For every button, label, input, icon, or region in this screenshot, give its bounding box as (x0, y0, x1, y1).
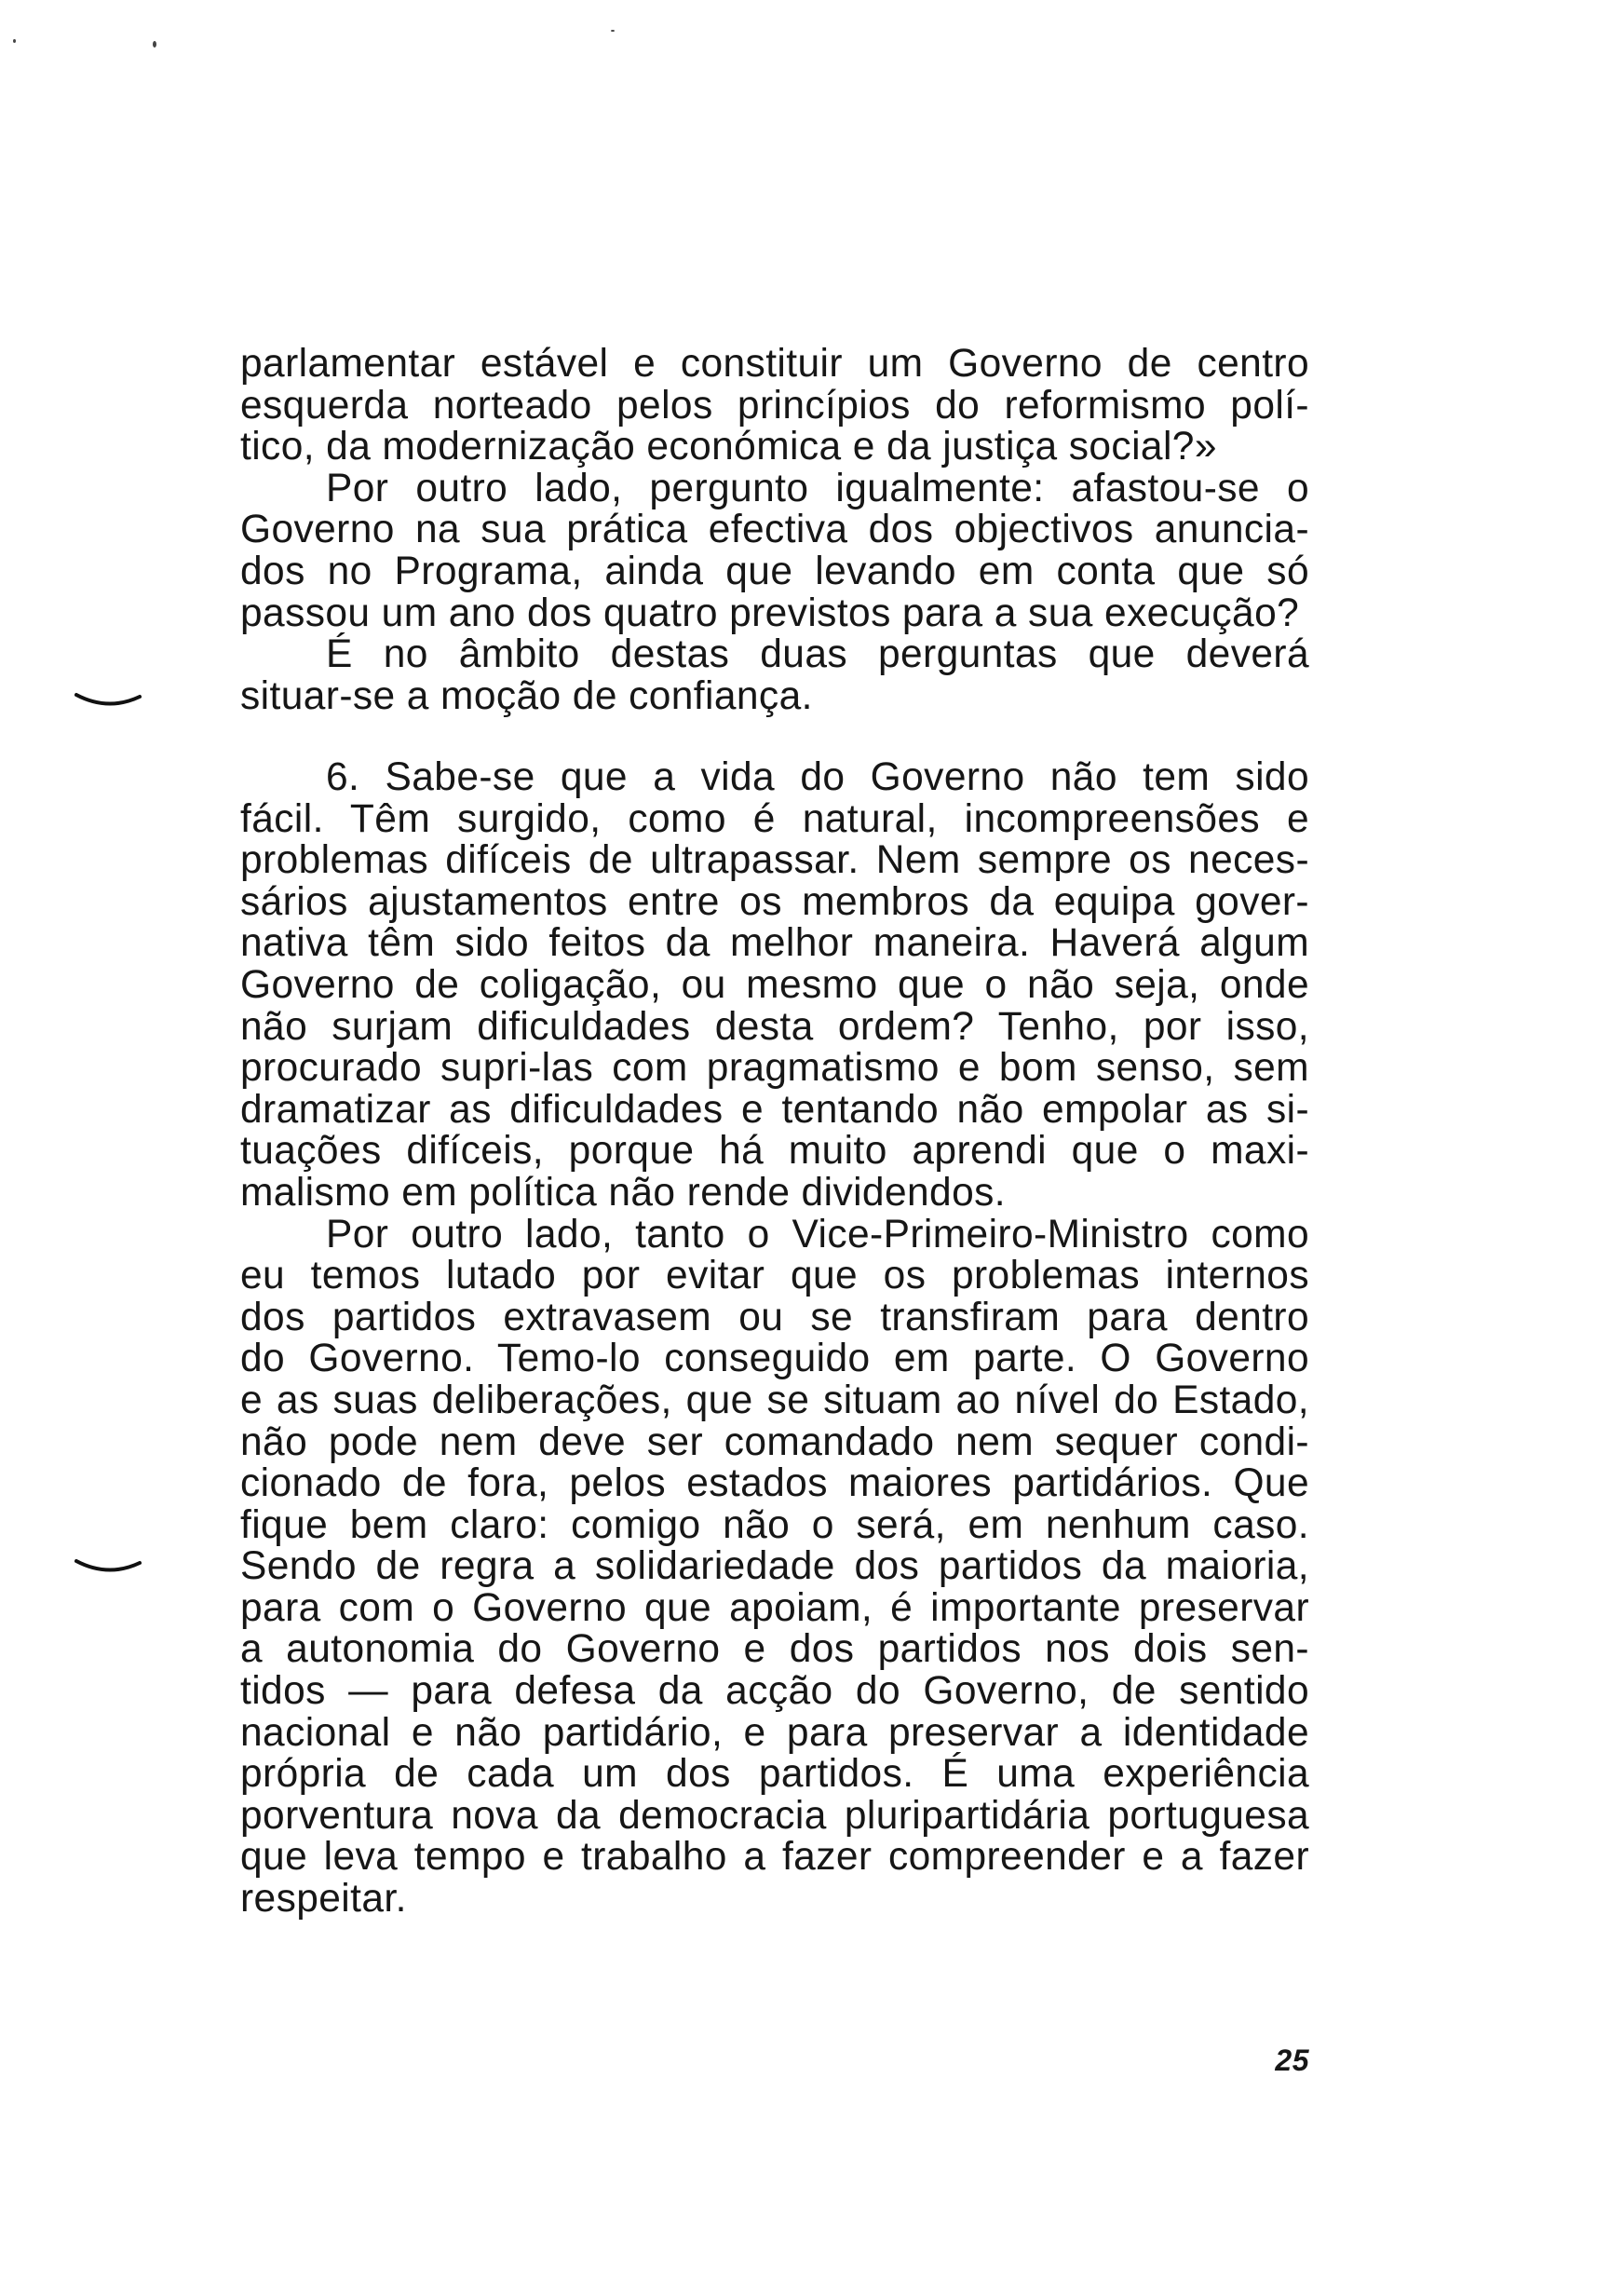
text-line: procurado supri-las com pragmatismo e bom senso, sem (240, 1046, 1309, 1091)
text-line: não surjam dificuldades desta ordem? Tenho, por isso, (240, 1004, 1309, 1049)
text-line: tico, da modernização económica e da justiça social?» (240, 425, 1217, 469)
text-line: a autonomia do Governo e dos partidos nos dois sen- (240, 1627, 1309, 1672)
text-line: malismo em política não rende dividendos. (240, 1170, 1006, 1215)
text-line: passou um ano dos quatro previstos para a sua execução? (240, 591, 1300, 635)
text-line: 6. Sabe-se que a vida do Governo não tem sido (326, 755, 1309, 799)
text-line: não pode nem deve ser comandado nem sequer condi- (240, 1419, 1309, 1464)
text-line: dos partidos extravasem ou se transfiram para dentro (240, 1295, 1309, 1339)
scan-speck (611, 30, 615, 32)
text-line: sários ajustamentos entre os membros da equipa gover- (240, 879, 1309, 924)
text-line: Por outro lado, pergunto igualmente: afastou-se o (326, 466, 1309, 510)
text-line: tidos — para defesa da acção do Governo, de sentido (240, 1669, 1309, 1714)
text-line: Sendo de regra a solidariedade dos partidos da maioria, (240, 1544, 1309, 1589)
text-line: do Governo. Temo-lo conseguido em parte. O Governo (240, 1337, 1309, 1381)
margin-mark-icon (74, 1557, 142, 1576)
text-line: que leva tempo e trabalho a fazer compreender e a fazer (240, 1835, 1309, 1880)
scan-speck (153, 41, 156, 48)
text-line: Governo de coligação, ou mesmo que o não seja, onde (240, 962, 1309, 1007)
text-line: nacional e não partidário, e para preservar a identidade (240, 1710, 1309, 1755)
text-line: parlamentar estável e constituir um Governo de centro (240, 342, 1309, 386)
text-line: cionado de fora, pelos estados maiores partidários. Que (240, 1461, 1309, 1506)
text-line: Governo na sua prática efectiva dos objectivos anuncia- (240, 508, 1309, 552)
text-line: tuações difíceis, porque há muito aprendi que o maxi- (240, 1129, 1309, 1174)
text-block-continuation (240, 344, 1309, 717)
scan-speck (13, 39, 16, 43)
text-line: própria de cada um dos partidos. É uma experiência (240, 1752, 1309, 1797)
text-line: para com o Governo que apoiam, é importante preservar (240, 1585, 1309, 1630)
text-line: e as suas deliberações, que se situam ao nível do Estado, (240, 1378, 1309, 1422)
text-line: É no âmbito destas duas perguntas que deverá (326, 632, 1309, 677)
text-line: problemas difíceis de ultrapassar. Nem sempre os neces- (240, 838, 1309, 883)
text-line: porventura nova da democracia pluripartidária portuguesa (240, 1793, 1309, 1838)
text-line: nativa têm sido feitos da melhor maneira. Haverá algum (240, 921, 1309, 966)
margin-mark-icon (74, 691, 142, 710)
text-line: respeitar. (240, 1877, 407, 1922)
text-line: eu temos lutado por evitar que os problemas internos (240, 1254, 1309, 1298)
text-line: situar-se a moção de confiança. (240, 673, 813, 718)
text-line: fique bem claro: comigo não o será, em nenhum caso. (240, 1502, 1309, 1547)
text-block-section-6 (240, 757, 1309, 1921)
text-line: fácil. Têm surgido, como é natural, incompreensões e (240, 796, 1309, 841)
text-line: dramatizar as dificuldades e tentando não empolar as si- (240, 1087, 1309, 1132)
page-number: 25 (1275, 2044, 1309, 2077)
text-line: Por outro lado, tanto o Vice-Primeiro-Ministro como (326, 1212, 1309, 1256)
text-line: esquerda norteado pelos princípios do reformismo polí- (240, 383, 1309, 428)
text-line: dos no Programa, ainda que levando em conta que só (240, 549, 1309, 593)
